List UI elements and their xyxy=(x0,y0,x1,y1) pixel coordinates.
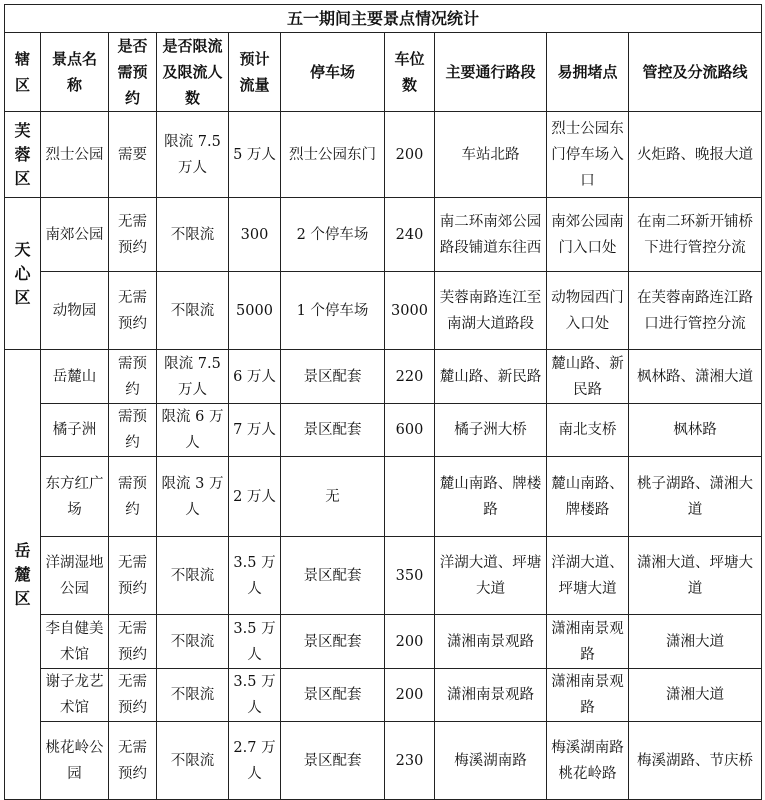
congestion-point: 潇湘南景观路 xyxy=(547,669,629,722)
header-main-road: 主要通行路段 xyxy=(435,33,547,112)
parking: 无 xyxy=(281,457,385,537)
header-reservation: 是否需预约 xyxy=(109,33,157,112)
congestion-point: 南郊公园南门入口处 xyxy=(547,198,629,272)
parking-spaces: 3000 xyxy=(385,272,435,350)
statistics-table-container xyxy=(4,4,762,800)
expected-flow: 3.5 万人 xyxy=(229,615,281,669)
parking: 景区配套 xyxy=(281,537,385,615)
flow-limit: 限流 6 万人 xyxy=(157,404,229,457)
parking: 2 个停车场 xyxy=(281,198,385,272)
control-route: 在南二环新开铺桥下进行管控分流 xyxy=(629,198,762,272)
main-road: 车站北路 xyxy=(435,112,547,198)
parking: 景区配套 xyxy=(281,669,385,722)
main-road: 南二环南郊公园路段铺道东往西 xyxy=(435,198,547,272)
congestion-point: 麓山路、新民路 xyxy=(547,350,629,404)
flow-limit: 不限流 xyxy=(157,669,229,722)
district-cell-tianxin: 天 心 区 xyxy=(5,198,41,350)
expected-flow: 7 万人 xyxy=(229,404,281,457)
scenic-name: 桃花岭公园 xyxy=(41,722,109,800)
reservation: 无需预约 xyxy=(109,537,157,615)
congestion-point: 麓山南路、牌楼路 xyxy=(547,457,629,537)
main-road: 潇湘南景观路 xyxy=(435,615,547,669)
reservation: 无需预约 xyxy=(109,272,157,350)
parking-spaces: 200 xyxy=(385,615,435,669)
parking-spaces: 220 xyxy=(385,350,435,404)
expected-flow: 6 万人 xyxy=(229,350,281,404)
expected-flow: 300 xyxy=(229,198,281,272)
table-row xyxy=(5,615,762,669)
district-cell-furong: 芙 蓉 区 xyxy=(5,112,41,198)
main-road: 芙蓉南路连江至南湖大道路段 xyxy=(435,272,547,350)
expected-flow: 5000 xyxy=(229,272,281,350)
scenic-name: 洋湖湿地公园 xyxy=(41,537,109,615)
parking: 景区配套 xyxy=(281,615,385,669)
parking: 景区配套 xyxy=(281,404,385,457)
table-row xyxy=(5,669,762,722)
header-district: 辖区 xyxy=(5,33,41,112)
reservation: 需预约 xyxy=(109,457,157,537)
reservation: 无需预约 xyxy=(109,722,157,800)
parking-spaces: 350 xyxy=(385,537,435,615)
parking: 1 个停车场 xyxy=(281,272,385,350)
flow-limit: 不限流 xyxy=(157,615,229,669)
scenic-name: 烈士公园 xyxy=(41,112,109,198)
expected-flow: 5 万人 xyxy=(229,112,281,198)
main-road: 橘子洲大桥 xyxy=(435,404,547,457)
flow-limit: 不限流 xyxy=(157,537,229,615)
header-scenic-name: 景点名称 xyxy=(41,33,109,112)
reservation: 无需预约 xyxy=(109,669,157,722)
expected-flow: 3.5 万人 xyxy=(229,669,281,722)
congestion-point: 动物园西门入口处 xyxy=(547,272,629,350)
control-route: 潇湘大道、坪塘大道 xyxy=(629,537,762,615)
main-road: 梅溪湖南路 xyxy=(435,722,547,800)
table-row xyxy=(5,272,762,350)
control-route: 梅溪湖路、节庆桥 xyxy=(629,722,762,800)
control-route: 枫林路 xyxy=(629,404,762,457)
header-congestion-point: 易拥堵点 xyxy=(547,33,629,112)
table-row xyxy=(5,537,762,615)
table-row xyxy=(5,198,762,272)
flow-limit: 不限流 xyxy=(157,722,229,800)
scenic-name: 李自健美术馆 xyxy=(41,615,109,669)
control-route: 潇湘大道 xyxy=(629,669,762,722)
expected-flow: 3.5 万人 xyxy=(229,537,281,615)
parking-spaces: 200 xyxy=(385,112,435,198)
reservation: 无需预约 xyxy=(109,198,157,272)
expected-flow: 2.7 万人 xyxy=(229,722,281,800)
congestion-point: 梅溪湖南路桃花岭路 xyxy=(547,722,629,800)
parking: 景区配套 xyxy=(281,722,385,800)
reservation: 需预约 xyxy=(109,350,157,404)
table-row xyxy=(5,722,762,800)
scenic-name: 动物园 xyxy=(41,272,109,350)
table-row xyxy=(5,112,762,198)
parking-spaces: 230 xyxy=(385,722,435,800)
scenic-name: 南郊公园 xyxy=(41,198,109,272)
flow-limit: 限流 3 万人 xyxy=(157,457,229,537)
flow-limit: 限流 7.5 万人 xyxy=(157,350,229,404)
parking: 景区配套 xyxy=(281,350,385,404)
flow-limit: 不限流 xyxy=(157,272,229,350)
control-route: 枫林路、潇湘大道 xyxy=(629,350,762,404)
control-route: 火炬路、晚报大道 xyxy=(629,112,762,198)
congestion-point: 烈士公园东门停车场入口 xyxy=(547,112,629,198)
header-control-route: 管控及分流路线 xyxy=(629,33,762,112)
main-road: 潇湘南景观路 xyxy=(435,669,547,722)
main-road: 麓山路、新民路 xyxy=(435,350,547,404)
table-row xyxy=(5,404,762,457)
flow-limit: 限流 7.5 万人 xyxy=(157,112,229,198)
table-title: 五一期间主要景点情况统计 xyxy=(5,5,762,33)
parking-spaces xyxy=(385,457,435,537)
header-parking-spaces: 车位数 xyxy=(385,33,435,112)
scenic-name: 岳麓山 xyxy=(41,350,109,404)
reservation: 无需预约 xyxy=(109,615,157,669)
main-road: 洋湖大道、坪塘大道 xyxy=(435,537,547,615)
parking-spaces: 200 xyxy=(385,669,435,722)
scenic-name: 橘子洲 xyxy=(41,404,109,457)
district-cell-yuelu: 岳 麓 区 xyxy=(5,350,41,800)
scenic-name: 谢子龙艺术馆 xyxy=(41,669,109,722)
control-route: 潇湘大道 xyxy=(629,615,762,669)
control-route: 桃子湖路、潇湘大道 xyxy=(629,457,762,537)
expected-flow: 2 万人 xyxy=(229,457,281,537)
congestion-point: 洋湖大道、坪塘大道 xyxy=(547,537,629,615)
scenic-spots-table xyxy=(4,4,762,800)
congestion-point: 潇湘南景观路 xyxy=(547,615,629,669)
table-row xyxy=(5,457,762,537)
parking-spaces: 240 xyxy=(385,198,435,272)
header-flow-limit: 是否限流及限流人数 xyxy=(157,33,229,112)
parking-spaces: 600 xyxy=(385,404,435,457)
header-expected-flow: 预计流量 xyxy=(229,33,281,112)
table-row xyxy=(5,350,762,404)
reservation: 需预约 xyxy=(109,404,157,457)
control-route: 在芙蓉南路连江路口进行管控分流 xyxy=(629,272,762,350)
scenic-name: 东方红广场 xyxy=(41,457,109,537)
congestion-point: 南北支桥 xyxy=(547,404,629,457)
header-row xyxy=(5,33,762,112)
flow-limit: 不限流 xyxy=(157,198,229,272)
main-road: 麓山南路、牌楼路 xyxy=(435,457,547,537)
header-parking: 停车场 xyxy=(281,33,385,112)
parking: 烈士公园东门 xyxy=(281,112,385,198)
reservation: 需要 xyxy=(109,112,157,198)
